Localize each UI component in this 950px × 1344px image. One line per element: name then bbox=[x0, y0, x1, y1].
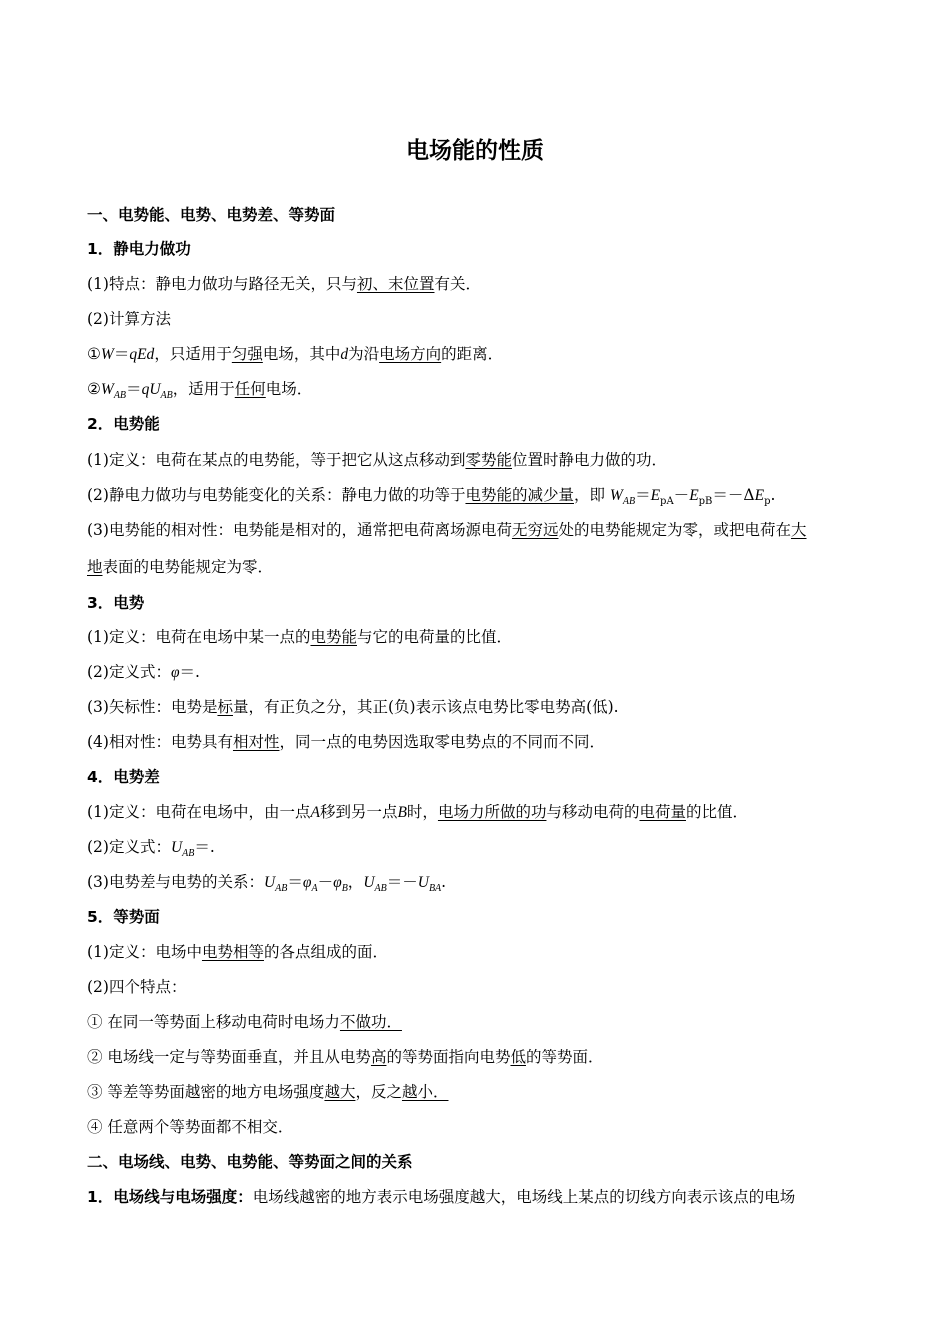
list-item: ③ 等差等势面越密的地方电场强度越大，反之越小． bbox=[87, 1083, 449, 1101]
subheading-equipotential: 5．等势面 bbox=[87, 908, 160, 926]
paragraph: (1)定义：电荷在电场中某一点的电势能与它的电荷量的比值． bbox=[87, 628, 512, 646]
paragraph: (1)特点：静电力做功与路径无关，只与初、末位置有关． bbox=[87, 275, 481, 293]
paragraph: (4)相对性：电势具有相对性，同一点的电势因选取零电势点的不同而不同． bbox=[87, 733, 605, 751]
page-title: 电场能的性质 bbox=[406, 138, 544, 164]
paragraph: 地表面的电势能规定为零． bbox=[87, 558, 274, 576]
subheading-work: 1．静电力做功 bbox=[87, 240, 191, 258]
paragraph: (1)定义：电场中电势相等的各点组成的面． bbox=[87, 943, 388, 961]
paragraph: (1)定义：电荷在电场中，由一点A移到另一点B时，电场力所做的功与移动电荷的电荷量的比值． bbox=[87, 803, 748, 821]
list-item: ④ 任意两个等势面都不相交． bbox=[87, 1118, 294, 1136]
paragraph: (3)矢标性：电势是标量，有正负之分，其正(负)表示该点电势比零电势高(低). bbox=[87, 698, 619, 716]
subheading-potential: 3．电势 bbox=[87, 594, 145, 612]
paragraph: 1．电场线与电场强度：电场线越密的地方表示电场强度越大，电场线上某点的切线方向表示该点的电场 bbox=[87, 1188, 796, 1206]
subheading-potential-energy: 2．电势能 bbox=[87, 415, 160, 433]
paragraph: (2)计算方法 bbox=[87, 310, 171, 328]
paragraph: (2)定义式：φ＝. bbox=[87, 663, 200, 681]
section-heading-2: 二、电场线、电势、电势能、等势面之间的关系 bbox=[87, 1153, 413, 1171]
formula-line: $②W_{AB}=qU_{AB}$，适用于任何电场． bbox=[87, 380, 313, 402]
paragraph: (1)定义：电荷在某点的电势能，等于把它从这点移动到零势能位置时静电力做的功． bbox=[87, 451, 667, 469]
list-item: ① 在同一等势面上移动电荷时电场力不做功． bbox=[87, 1013, 402, 1031]
formula-line: ①W＝qEd，只适用于匀强电场，其中d为沿电场方向的距离． bbox=[87, 345, 504, 363]
section-heading-1: 一、电势能、电势、电势差、等势面 bbox=[87, 206, 336, 224]
paragraph: (2)四个特点： bbox=[87, 978, 187, 996]
paragraph: (3)电势能的相对性：电势能是相对的，通常把电荷离场源电荷无穷远处的电势能规定为零，或把电荷在大 bbox=[87, 521, 807, 539]
subheading-potential-difference: 4．电势差 bbox=[87, 768, 160, 786]
list-item: ② 电场线一定与等势面垂直，并且从电势高的等势面指向电势低的等势面． bbox=[87, 1048, 604, 1066]
formula-line: (3)电势差与电势的关系：$U_{AB}=\varphi_A-\varphi_B$，$U_{AB}=-U_{BA}$. bbox=[87, 873, 447, 895]
paragraph: (2)静电力做功与电势能变化的关系：静电力做的功等于电势能的减少量，即 $W_{AB}=E_{pA}-E_{pB}=-\Delta E_p$. bbox=[87, 486, 776, 508]
paragraph: (2)定义式：$U_{AB}=$. bbox=[87, 838, 215, 860]
